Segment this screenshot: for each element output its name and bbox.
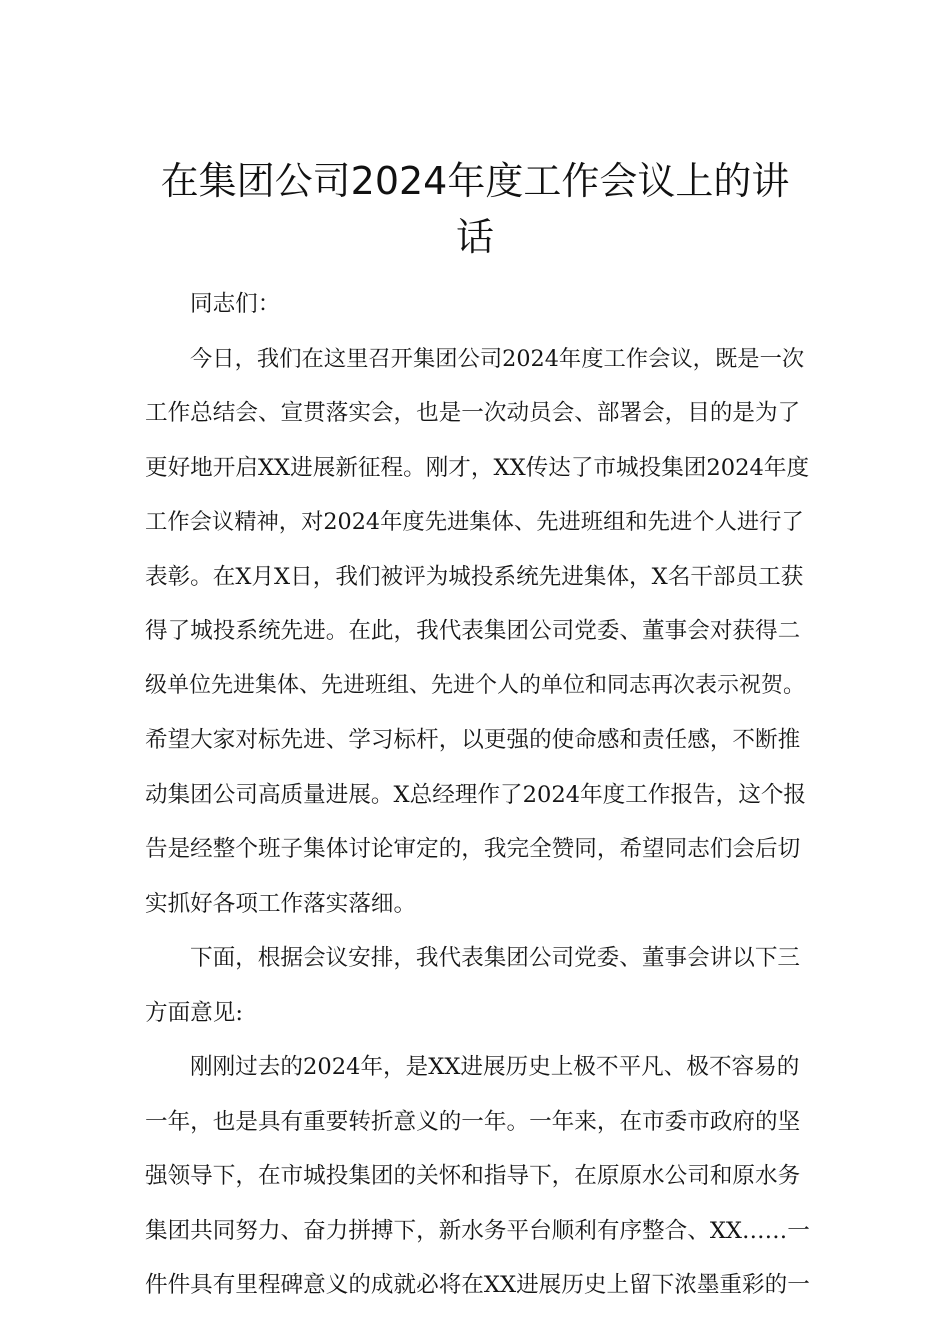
- text-line: 强领导下，在市城投集团的关怀和指导下，在原原水公司和原水务: [145, 1163, 801, 1189]
- text-line: 集团共同努力、奋力拼搏下，新水务平台顺利有序整合、XX……一: [145, 1217, 810, 1244]
- text-line: 今日，我们在这里召开集团公司2024年度工作会议，既是一次: [190, 345, 805, 372]
- text-line: 告是经整个班子集体讨论审定的，我完全赞同，希望同志们会后切: [145, 836, 801, 862]
- text-line: 得了城投系统先进。在此，我代表集团公司党委、董事会对获得二: [145, 618, 801, 644]
- text-line: 表彰。在X月X日，我们被评为城投系统先进集体，X名干部员工获: [145, 563, 804, 590]
- document-title: [140, 153, 810, 265]
- title-line-2: 话: [455, 215, 494, 260]
- text-line: 动集团公司高质量进展。X总经理作了2024年度工作报告，这个报: [145, 781, 807, 808]
- text-line: 希望大家对标先进、学习标杆，以更强的使命感和责任感，不断推: [145, 727, 801, 753]
- text-line: 工作总结会、宣贯落实会，也是一次动员会、部署会，目的是为了: [145, 400, 801, 426]
- text-line: 实抓好各项工作落实落细。: [145, 890, 417, 917]
- text-line: 件件具有里程碑意义的成就必将在XX进展历史上留下浓墨重彩的一: [145, 1272, 810, 1298]
- document-body: [145, 277, 810, 1313]
- text-line: 工作会议精神，对2024年度先进集体、先进班组和先进个人进行了: [145, 509, 804, 535]
- text-line: 刚刚过去的2024年，是XX进展历史上极不平凡、极不容易的: [190, 1054, 800, 1080]
- text-line: 方面意见:: [145, 999, 243, 1026]
- title-line-1: 在集团公司2024年度工作会议上的讲: [160, 159, 790, 204]
- text-line: 更好地开启XX进展新征程。刚才，XX传达了市城投集团2024年度: [145, 454, 810, 481]
- text-line: 同志们：: [190, 291, 281, 317]
- text-line: 一年，也是具有重要转折意义的一年。一年来，在市委市政府的坚: [145, 1108, 801, 1135]
- text-line: 级单位先进集体、先进班组、先进个人的单位和同志再次表示祝贺。: [145, 672, 806, 698]
- text-line: 下面，根据会议安排，我代表集团公司党委、董事会讲以下三: [190, 945, 801, 971]
